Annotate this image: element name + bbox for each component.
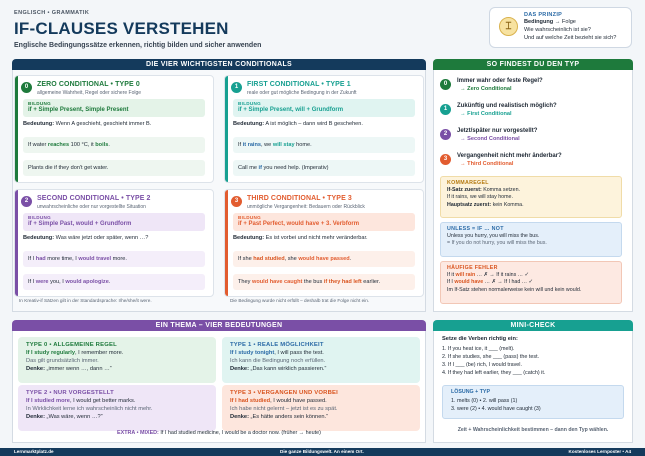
meaning-explanation: In Wirklichkeit lerne ich wahrscheinlich nicht mehr. — [26, 406, 153, 413]
type-question-1 — [440, 103, 620, 125]
card-example-1 — [23, 137, 205, 153]
example-segment: earlier. — [361, 279, 381, 285]
example-segment: . — [349, 256, 352, 262]
card-number-badge: 3 — [231, 196, 242, 207]
question-text: Zukünftig und realistisch möglich? — [457, 103, 557, 109]
card-meaning: Bedeutung: Was wäre jetzt oder später, wenn …? — [23, 235, 149, 241]
card-stripe — [15, 76, 18, 182]
example-segment: reaches — [47, 142, 70, 148]
type-question-2 — [440, 128, 620, 150]
section-bar-find: SO FINDEST DU DEN TYP — [433, 59, 633, 70]
card-example-1 — [233, 251, 415, 267]
meaning-title: TYPE 0 • ALLGEMEINE REGEL — [26, 342, 117, 348]
question-text: Immer wahr oder feste Regel? — [457, 78, 543, 84]
example-segment: would have passed — [298, 256, 350, 262]
principle-line1: Bedingung → Folge — [524, 19, 576, 25]
fehler-line3: Im If-Satz stehen normalerweise kein will und kein would. — [447, 286, 582, 293]
example-segment: will stay — [272, 142, 295, 148]
meaning-explanation: Das gilt grundsätzlich immer. — [26, 358, 99, 365]
card-example-2 — [23, 274, 205, 290]
meaning-title: TYPE 3 • VERGANGEN UND VORBEI — [230, 390, 339, 396]
meaning-think: Denke: „Es hätte anders sein können.“ — [230, 414, 329, 421]
type-question-0 — [440, 78, 620, 100]
meaning-card-type-3 — [222, 385, 420, 431]
page-title: IF-CLAUSES VERSTEHEN — [14, 19, 229, 38]
card-meaning: Bedeutung: Wenn A geschieht, geschieht immer B. — [23, 121, 152, 127]
meaning-example: If I study regularly, I remember more. — [26, 350, 124, 356]
kicker: ENGLISCH • GRAMMATIK — [14, 10, 90, 16]
card-three-footnote: Die Bedingung wurde nicht erfüllt – deshalb trat die Folge nicht ein. — [230, 298, 370, 303]
example-segment: Plants die if they don't get water. — [28, 165, 109, 171]
text-cursor-icon: ⌶ — [499, 17, 518, 36]
section-bar-four: DIE VIER WICHTIGSTEN CONDITIONALS — [12, 59, 426, 70]
example-segment: boils — [95, 142, 109, 148]
check-footer: Zeit + Wahrscheinlichkeit bestimmen – dann den Typ wählen. — [457, 427, 609, 433]
footer-right: Kostenloses Lernposter • A4 — [568, 449, 631, 454]
komma-title: KOMMAREGEL — [447, 180, 489, 186]
example-segment: , she — [284, 256, 299, 262]
footer-left: Lernmarktplatz.de — [14, 449, 54, 454]
question-number: 3 — [440, 154, 451, 165]
meaning-title: TYPE 1 • REALE MÖGLICHKEIT — [230, 342, 324, 348]
card-example-2 — [233, 160, 415, 176]
card-subtitle: unwahrscheinliche oder nur vorgestellte Situation — [37, 204, 146, 210]
section-bar-check: MINI-CHECK — [433, 320, 633, 331]
check-item-3: 3. If I ___ (be) rich, I would travel. — [442, 362, 522, 368]
card-meaning: Bedeutung: Es ist vorbei und nicht mehr veränderbar. — [233, 235, 368, 241]
example-segment: had — [35, 256, 46, 262]
question-number: 1 — [440, 104, 451, 115]
meaning-example: If I studied more, I would get better marks. — [26, 398, 136, 404]
rule-formula: if + Simple Present, Simple Present — [28, 107, 129, 113]
example-segment: if they had left — [323, 279, 362, 285]
meaning-think: Denke: „Was wäre, wenn …?“ — [26, 414, 103, 421]
example-segment: the bus — [302, 279, 324, 285]
meaning-explanation: Ich habe nicht gelernt – jetzt ist es zu spät. — [230, 406, 338, 413]
check-item-4: 4. If they had left earlier, they ___ (catch) it. — [442, 370, 546, 376]
card-example-1 — [23, 251, 205, 267]
card-title: ZERO CONDITIONAL • TYPE 0 — [37, 81, 140, 88]
question-number: 2 — [440, 129, 451, 140]
card-number-badge: 0 — [21, 82, 32, 93]
card-stripe — [225, 190, 228, 296]
card-title: THIRD CONDITIONAL • TYPE 3 — [247, 195, 352, 202]
example-segment: if — [258, 165, 262, 171]
example-segment: had studied — [253, 256, 285, 262]
card-title: SECOND CONDITIONAL • TYPE 2 — [37, 195, 151, 202]
example-segment: more time, I — [45, 256, 79, 262]
find-panel — [433, 70, 633, 312]
footer-bar — [0, 448, 645, 456]
page-subtitle: Englische Bedingungssätze erkennen, richtig bilden und sicher anwenden — [14, 42, 262, 49]
footer-center: Die ganze Bildungswelt. An einem Ort. — [280, 449, 364, 454]
card-rule — [233, 213, 415, 231]
rule-formula: if + Past Perfect, would have + 3. Verbform — [238, 221, 360, 227]
fehler-line1: If it will rain … ✗ → If it rains … ✓ — [447, 272, 529, 278]
principle-heading: DAS PRINZIP — [524, 12, 563, 18]
extra-mixed: EXTRA • MIXED: If I had studied medicine, I would be a doctor now. (früher → heute) — [117, 430, 321, 436]
card-stripe — [225, 76, 228, 182]
unless-line2: = If you do not hurry, you will miss the bus. — [447, 240, 547, 247]
type-question-3 — [440, 153, 620, 175]
meaning-card-type-1 — [222, 337, 420, 383]
komma-line2: If it rains, we will stay home. — [447, 194, 513, 201]
example-segment: 100 °C, it — [69, 142, 96, 148]
card-example-2 — [233, 274, 415, 290]
example-segment: If I — [28, 279, 36, 285]
check-panel — [433, 331, 633, 443]
meaning-card-type-2 — [18, 385, 216, 431]
conditional-card-type-0 — [14, 75, 214, 183]
card-subtitle: unmögliche Vergangenheit: Bedauern oder Rückblick — [247, 204, 365, 210]
check-item-2: 2. If she studies, she ___ (pass) the test. — [442, 354, 540, 360]
card-rule — [23, 213, 205, 231]
question-text: Jetzt/später nur vorgestellt? — [457, 128, 538, 134]
meaning-think: Denke: „Das kann wirklich passieren.“ — [230, 366, 327, 373]
meaning-card-type-0 — [18, 337, 216, 383]
card-title: FIRST CONDITIONAL • TYPE 1 — [247, 81, 351, 88]
solution-line2: 3. were (2) • 4. would have caught (3) — [451, 406, 541, 412]
question-answer: → Third Conditional — [460, 161, 514, 167]
komma-line3: Hauptsatz zuerst: kein Komma. — [447, 201, 524, 208]
example-segment: it rains — [242, 142, 262, 148]
check-item-1: 1. If you heat ice, it ___ (melt). — [442, 346, 515, 352]
example-segment: you need help. (Imperativ) — [261, 165, 329, 171]
rule-label: BILDUNG — [28, 215, 52, 220]
card-number-badge: 2 — [21, 196, 32, 207]
example-segment: you, I — [48, 279, 66, 285]
question-answer: → Second Conditional — [460, 136, 520, 142]
card-two-footnote: In Kreativ-if Sätzen gilt in der Standardsprache: I/he/she/it were. — [19, 298, 152, 303]
section-bar-meanings: EIN THEMA – VIER BEDEUTUNGEN — [12, 320, 426, 331]
example-segment: . — [108, 279, 111, 285]
check-intro: Setze die Verben richtig ein: — [442, 336, 518, 342]
question-answer: → First Conditional — [460, 111, 512, 117]
card-subtitle: reale oder gut mögliche Bedingung in der Zukunft — [247, 90, 357, 96]
card-example-2 — [23, 160, 205, 176]
conditional-card-type-1 — [224, 75, 424, 183]
fehler-title: HÄUFIGE FEHLER — [447, 265, 498, 271]
komma-line1: If-Satz zuerst: Komma setzen. — [447, 187, 521, 193]
example-segment: , we — [261, 142, 273, 148]
card-meaning: Bedeutung: A ist möglich – dann wird B geschehen. — [233, 121, 363, 127]
conditional-card-type-3 — [224, 189, 424, 297]
example-segment: would travel — [78, 256, 112, 262]
card-number-badge: 1 — [231, 82, 242, 93]
card-rule — [23, 99, 205, 117]
meaning-explanation: Ich kann die Bedingung noch erfüllen. — [230, 358, 326, 365]
solution-title: LÖSUNG + TYP — [451, 389, 490, 395]
example-segment: Call me — [238, 165, 259, 171]
example-segment: were — [35, 279, 49, 285]
example-segment: They — [238, 279, 252, 285]
fehler-line2: If I would have … ✗ → If I had … ✓ — [447, 279, 533, 286]
fehler-box — [440, 261, 622, 304]
question-text: Vergangenheit nicht mehr änderbar? — [457, 153, 562, 159]
question-answer: → Zero Conditional — [460, 86, 512, 92]
card-example-1 — [233, 137, 415, 153]
example-segment: If water — [28, 142, 48, 148]
meaning-example: If I study tonight, I will pass the test. — [230, 350, 324, 356]
conditional-card-type-2 — [14, 189, 214, 297]
principle-box — [489, 7, 632, 48]
unless-box — [440, 222, 622, 257]
card-rule — [233, 99, 415, 117]
question-number: 0 — [440, 79, 451, 90]
example-segment: would have caught — [252, 279, 303, 285]
meaning-think: Denke: „immer wenn …, dann …“ — [26, 366, 112, 373]
principle-line3: Und auf welche Zeit bezieht sie sich? — [524, 35, 617, 41]
card-stripe — [15, 190, 18, 296]
rule-formula: if + Simple Past, would + Grundform — [28, 221, 132, 227]
example-segment: If — [238, 142, 243, 148]
meaning-title: TYPE 2 • NUR VORGESTELLT — [26, 390, 114, 396]
unless-line1: Unless you hurry, you will miss the bus. — [447, 233, 540, 239]
rule-label: BILDUNG — [28, 101, 52, 106]
rule-formula: if + Simple Present, will + Grundform — [238, 107, 344, 113]
unless-title: UNLESS = IF … NOT — [447, 226, 504, 232]
example-segment: If I — [28, 256, 36, 262]
solution-line1: 1. melts (0) • 2. will pass (1) — [451, 398, 518, 404]
example-segment: . — [108, 142, 110, 148]
solution-box — [442, 385, 624, 419]
example-segment: home. — [294, 142, 312, 148]
principle-line2: Wie wahrscheinlich ist sie? — [524, 27, 591, 33]
rule-label: BILDUNG — [238, 215, 262, 220]
example-segment: more. — [111, 256, 127, 262]
rule-label: BILDUNG — [238, 101, 262, 106]
example-segment: If she — [238, 256, 254, 262]
example-segment: would apologize — [65, 279, 109, 285]
meaning-example: If I had studied, I would have passed. — [230, 398, 327, 404]
card-subtitle: allgemeine Wahrheit, Regel oder sichere Folge — [37, 90, 142, 96]
komma-box — [440, 176, 622, 218]
